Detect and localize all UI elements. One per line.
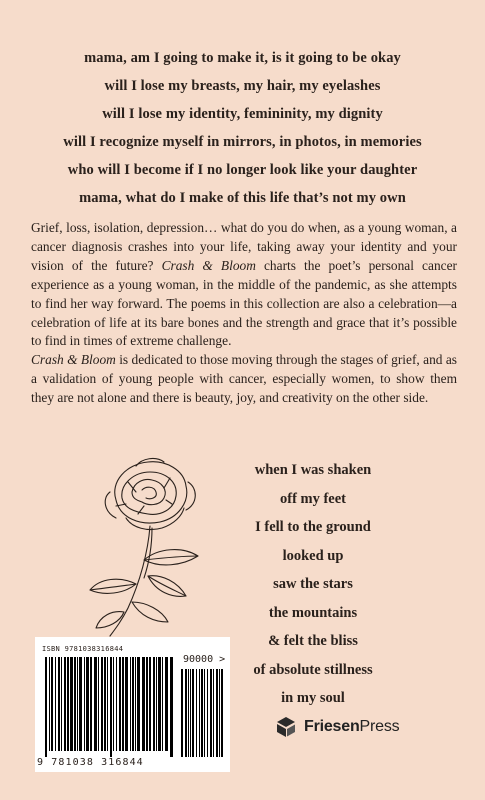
barcode-bar	[58, 657, 60, 751]
barcode-bar	[158, 657, 161, 751]
barcode-bar	[119, 657, 121, 751]
addon-bar	[210, 669, 212, 757]
barcode-bar	[55, 657, 56, 751]
addon-bar	[201, 669, 203, 757]
poem-line: & felt the bliss	[268, 633, 358, 649]
barcode-bar	[132, 657, 134, 751]
barcode-bar	[77, 657, 78, 751]
barcode-bar	[162, 657, 163, 751]
barcode-bar	[170, 657, 173, 757]
poem-line: will I lose my breasts, my hair, my eyelashes	[104, 78, 381, 94]
book-description	[31, 219, 457, 408]
friesenpress-logo-icon	[274, 715, 298, 739]
description-text: is dedicated to those moving through the stages of grief, and as a validation of young people with cancer, especially women, to show them they are not alone and there is beauty, joy, and creativity on the other side.	[31, 352, 457, 406]
poem-line: mama, am I going to make it, is it going to be okay	[84, 50, 401, 66]
poem-line: when I was shaken	[254, 462, 372, 478]
barcode-bar	[90, 657, 92, 751]
barcode-bar	[49, 657, 50, 751]
poem-line: mama, what do I make of this life that’s not my own	[79, 190, 406, 206]
barcode-bar	[101, 657, 103, 751]
barcode-bar	[74, 657, 76, 751]
price-code: 90000 >	[183, 654, 226, 665]
publisher-logo	[274, 712, 399, 742]
barcode-bar	[130, 657, 131, 751]
barcode-bar	[84, 657, 85, 751]
barcode-bar	[142, 657, 145, 751]
barcode-bar	[61, 657, 62, 751]
description-paragraph-1	[31, 219, 457, 351]
barcode-bar	[156, 657, 157, 751]
barcode-bar	[86, 657, 89, 751]
addon-bar	[219, 669, 220, 757]
addon-bar	[196, 669, 197, 757]
barcode-bars	[45, 657, 225, 757]
isbn-label: ISBN 9781038316844	[42, 645, 124, 653]
barcode-bar	[64, 657, 66, 751]
barcode-bar	[94, 657, 97, 751]
book-title: Crash & Bloom	[31, 352, 116, 368]
addon-bar	[181, 669, 183, 757]
publisher-name-regular: Press	[359, 718, 400, 735]
barcode-bar	[137, 657, 140, 751]
poem-line: I fell to the ground	[255, 519, 371, 535]
barcode-bar	[153, 657, 155, 751]
addon-bar	[192, 669, 194, 757]
barcode-bar	[135, 657, 136, 751]
publisher-name-bold: Friesen	[304, 718, 360, 735]
barcode-bar	[165, 657, 168, 751]
barcode-bar	[79, 657, 82, 751]
bottom-poem	[228, 456, 398, 713]
barcode-bar	[110, 657, 112, 757]
poem-line: will I lose my identity, femininity, my dignity	[102, 106, 383, 122]
addon-bar	[199, 669, 200, 757]
poem-line: the mountains	[268, 604, 358, 621]
barcode-bar	[149, 657, 151, 751]
addon-bar	[190, 669, 191, 757]
book-title: Crash & Bloom	[161, 257, 256, 273]
description-text: charts the poet’s personal cancer experience as a young woman, in the middle of the pandemic, as she attempts to find her way forward. The poems in this collection are also a celebration—a celebration of life at its bare bones and the strength and grace that it’s possible to find in times of extreme challenge.	[31, 257, 457, 349]
addon-bar	[207, 669, 208, 757]
barcode-digits: 9 781038 316844	[37, 757, 144, 768]
barcode-bar	[146, 657, 148, 751]
poem-line: off my feet	[279, 490, 346, 507]
barcode-bar	[113, 657, 114, 751]
description-paragraph-2	[31, 351, 457, 408]
poem-line: of absolute stillness	[253, 661, 373, 678]
barcode-bar	[98, 657, 99, 751]
description-text: Grief, loss, isolation, depression… what do you do when, as a young woman, a cancer diagnosis crashes into your life, taking away your identity and your vision of the future?	[31, 220, 457, 273]
barcode-bar	[67, 657, 69, 751]
poem-line: looked up	[282, 547, 344, 564]
isbn-barcode	[35, 637, 230, 772]
poem-line: saw the stars	[273, 576, 353, 592]
addon-bar	[213, 669, 214, 757]
addon-bar	[185, 669, 187, 757]
addon-bar	[221, 669, 223, 757]
barcode-bar	[70, 657, 73, 751]
addon-bar	[188, 669, 189, 757]
poem-line: will I recognize myself in mirrors, in photos, in memories	[63, 134, 422, 150]
barcode-bar	[107, 657, 108, 751]
barcode-bar	[116, 657, 117, 751]
barcode-bar	[45, 657, 47, 757]
publisher-name	[304, 718, 399, 736]
poem-line: who will I become if I no longer look like your daughter	[67, 162, 418, 178]
poem-line: in my soul	[281, 690, 345, 706]
addon-bar	[204, 669, 205, 757]
addon-bar	[216, 669, 218, 757]
barcode-bar	[122, 657, 124, 751]
top-poem	[0, 44, 485, 212]
barcode-bar	[125, 657, 128, 751]
barcode-bar	[104, 657, 106, 751]
peony-illustration	[86, 452, 236, 642]
barcode-bar	[51, 657, 53, 751]
